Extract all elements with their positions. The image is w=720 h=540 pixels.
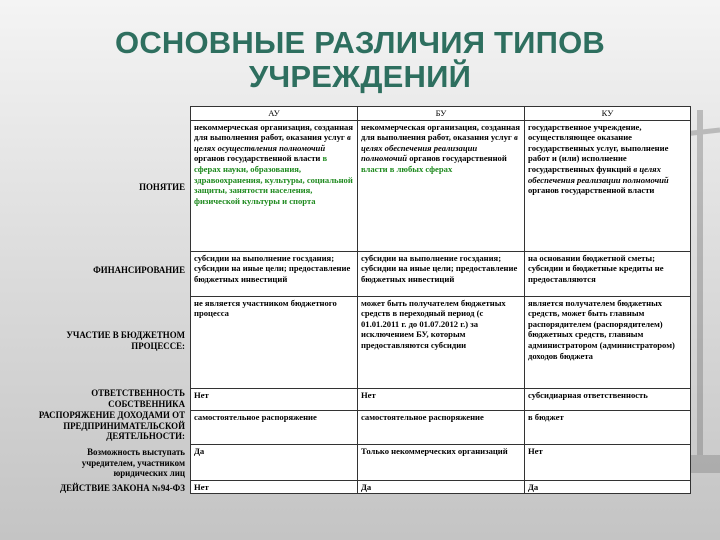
cell-concept-bu: некоммерческая организация, созданная для выполнения работ, оказания услуг в целях обеспечения реализации полномочий органов государственной власти в любых сферах [358, 120, 525, 251]
cell-budget-ku: является получателем бюджетных средств, может быть главным распорядителем (распорядителем) бюджетных средств, главным администратором (администратором) доходов бюджета [525, 296, 691, 388]
row-label-income: РАСПОРЯЖЕНИЕ ДОХОДАМИ ОТ ПРЕДПРИНИМАТЕЛЬСКОЙ ДЕЯТЕЛЬНОСТИ: [38, 410, 185, 441]
cell-liability-ku: субсидиарная ответственность [525, 388, 691, 410]
page-title-line2: УЧРЕЖДЕНИЙ [248, 59, 472, 94]
cell-concept-ku: государственное учреждение, осуществляющее оказание государственных услуг, выполнение работ и (или) исполнение государственных функций в целях обеспечения реализации полномочий органов государственной власти [525, 120, 691, 251]
row-label-concept: ПОНЯТИЕ [139, 182, 185, 192]
cell-income-bu: самостоятельное распоряжение [358, 410, 525, 444]
cell-concept-au: некоммерческая организация, созданная для выполнения работ, оказания услуг в целях осуществления полномочий органов государственной власти в сферах науки, образования, здравоохранения, культуры, социальной защиты, занятости населения, физической культуры и спорта [191, 120, 358, 251]
row-label-founder: Возможность выступать учредителем, участником юридических лиц [81, 447, 185, 478]
cell-law-au: Нет [191, 480, 358, 494]
column-header-ku: КУ [525, 107, 691, 121]
column-header-au: АУ [191, 107, 358, 121]
table-row-liability [191, 388, 691, 410]
row-label-law: ДЕЙСТВИЕ ЗАКОНА №94-ФЗ [59, 483, 185, 493]
cell-law-bu: Да [358, 480, 525, 494]
table-row-income [191, 410, 691, 444]
cell-income-ku: в бюджет [525, 410, 691, 444]
cell-liability-au: Нет [191, 388, 358, 410]
comparison-table [190, 106, 691, 494]
table-header-row [191, 107, 691, 121]
cell-founder-ku: Нет [525, 444, 691, 480]
row-labels [0, 0, 188, 540]
cell-liability-bu: Нет [358, 388, 525, 410]
table-row-founder [191, 444, 691, 480]
row-label-liability: ОТВЕТСТВЕННОСТЬ СОБСТВЕННИКА [91, 388, 185, 409]
cell-financing-bu: субсидии на выполнение госздания; субсидии на иные цели; предоставление бюджетных инвестиций [358, 251, 525, 296]
row-label-financing: ФИНАНСИРОВАНИЕ [93, 265, 185, 275]
cell-financing-au: субсидии на выполнение госздания; субсидии на иные цели; предоставление бюджетных инвестиций [191, 251, 358, 296]
table-row-law [191, 480, 691, 494]
table-row-concept [191, 120, 691, 251]
table-row-budget [191, 296, 691, 388]
row-label-budget: УЧАСТИЕ В БЮДЖЕТНОМ ПРОЦЕССЕ: [66, 330, 185, 351]
page-title-line1: ОСНОВНЫЕ РАЗЛИЧИЯ ТИПОВ [115, 25, 605, 60]
cell-founder-bu: Только некоммерческих организаций [358, 444, 525, 480]
column-header-bu: БУ [358, 107, 525, 121]
cell-financing-ku: на основании бюджетной сметы; субсидии и бюджетные кредиты не предоставляются [525, 251, 691, 296]
cell-law-ku: Да [525, 480, 691, 494]
cell-founder-au: Да [191, 444, 358, 480]
cell-budget-bu: может быть получателем бюджетных средств в переходный период (с 01.01.2011 г. до 01.07.2012 г.) за исключением БУ, которым предоставляются субсидии [358, 296, 525, 388]
table-row-financing [191, 251, 691, 296]
cell-income-au: самостоятельное распоряжение [191, 410, 358, 444]
cell-budget-au: не является участником бюджетного процесса [191, 296, 358, 388]
